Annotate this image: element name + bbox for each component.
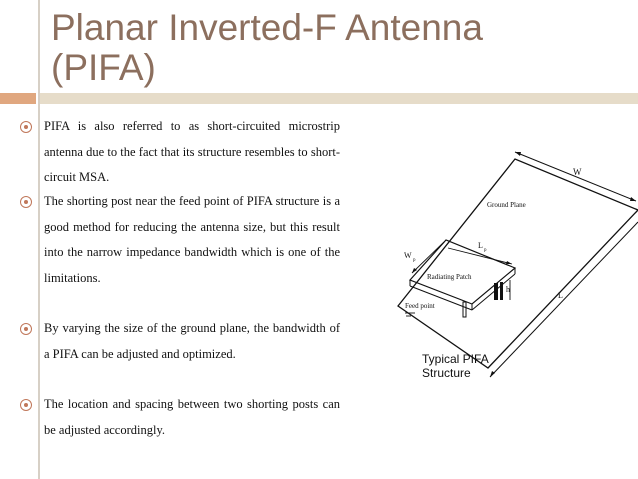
- lp-dimension-line: [448, 248, 512, 264]
- label-wp-subscript: p: [413, 258, 416, 263]
- label-ground-plane: Ground Plane: [487, 201, 526, 209]
- ground-plane-outline: [398, 159, 638, 368]
- bullet-text: The location and spacing between two shorting posts can be adjusted accordingly.: [44, 397, 340, 437]
- diagram-caption: [422, 352, 489, 380]
- title-line-2: (PIFA): [51, 47, 156, 88]
- label-lp: L: [478, 241, 483, 250]
- label-l: L: [558, 291, 563, 300]
- bullet-text: PIFA is also referred to as short-circuited microstrip antenna due to the fact that its structure resembles to short-circuit MSA.: [44, 119, 340, 184]
- shorting-post: [494, 283, 498, 300]
- w-arrow-end: [630, 197, 636, 201]
- feed-probe: [463, 302, 466, 317]
- bullet-text: By varying the size of the ground plane, the bandwidth of a PIFA can be adjusted and optimized.: [44, 321, 340, 361]
- label-h: h: [506, 285, 510, 294]
- label-lp-subscript: p: [484, 248, 487, 253]
- bullet-text: The shorting post near the feed point of PIFA structure is a good method for reducing the antenna size, but this result into the narrow impedance bandwidth which is one of the limitations.: [44, 194, 340, 285]
- caption-line-1: Typical PIFA: [422, 352, 489, 366]
- title-line-1: Planar Inverted-F Antenna: [51, 7, 483, 48]
- label-w: W: [573, 167, 582, 177]
- w-arrow-start: [515, 152, 521, 156]
- label-feed-point: Feed point: [405, 302, 435, 310]
- shorting-post: [500, 282, 503, 300]
- label-wp: W: [404, 251, 412, 260]
- label-radiating-patch: Radiating Patch: [427, 273, 472, 281]
- l-dimension-line: [490, 222, 638, 377]
- caption-line-2: Structure: [422, 366, 471, 380]
